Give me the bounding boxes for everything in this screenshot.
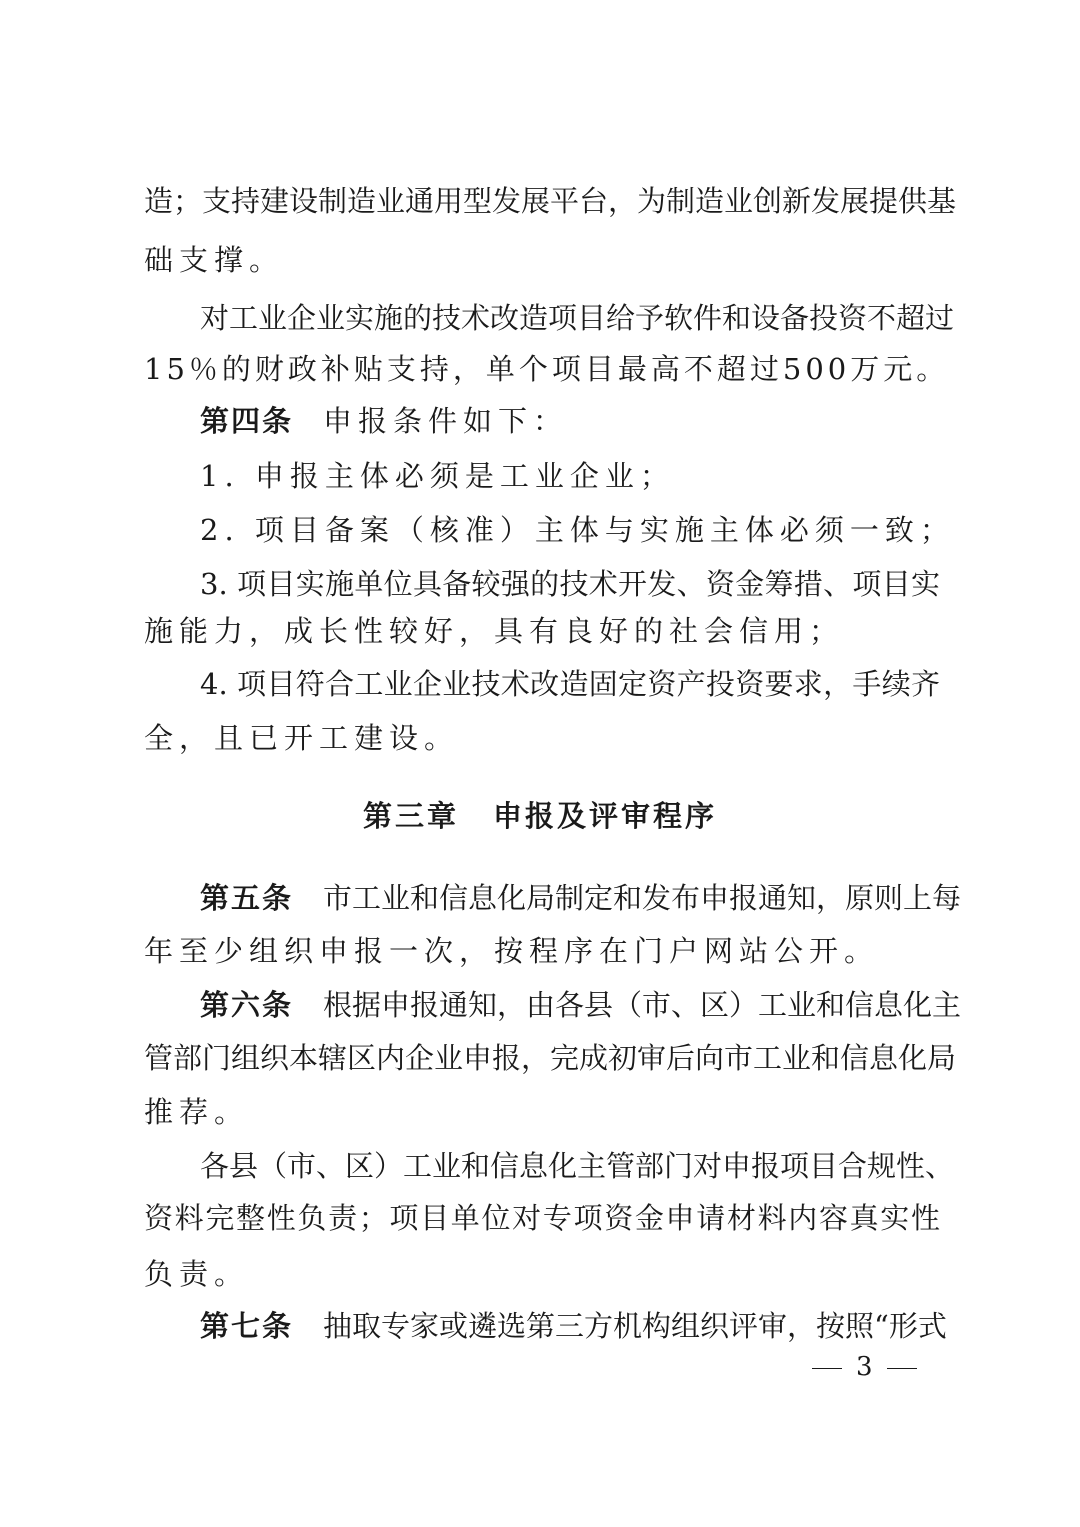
- chapter-heading: [0, 796, 1080, 836]
- article-text: 申报条件如下：: [323, 404, 569, 438]
- condition-item: 1. 申报主体必须是工业企业；: [200, 459, 675, 493]
- dash-left: [812, 1368, 842, 1369]
- condition-item-continued: 施能力，成长性较好，具有良好的社会信用；: [144, 614, 845, 648]
- paragraph-line: 础支撑。: [144, 243, 285, 277]
- paragraph-line: 管部门组织本辖区内企业申报，完成初审后向市工业和信息化局: [144, 1041, 957, 1075]
- article-4: [200, 401, 568, 441]
- article-text: 根据申报通知，由各县（市、区）工业和信息化主: [323, 988, 962, 1022]
- paragraph-line: 负责。: [144, 1257, 250, 1291]
- paragraph-line: 资料完整性负责；项目单位对专项资金申请材料内容真实性: [144, 1201, 940, 1235]
- article-5: [200, 878, 962, 918]
- page-number-value: 3: [856, 1352, 873, 1382]
- article-6: [200, 985, 962, 1025]
- paragraph-line: 造；支持建设制造业通用型发展平台，为制造业创新发展提供基: [144, 184, 957, 218]
- article-label: 第六条: [200, 988, 294, 1022]
- condition-item: 3. 项目实施单位具备较强的技术开发、资金筹措、项目实: [200, 567, 940, 601]
- article-text: 抽取专家或遴选第三方机构组织评审，按照“形式: [323, 1309, 947, 1343]
- condition-item: 4. 项目符合工业企业技术改造固定资产投资要求，手续齐: [200, 667, 940, 701]
- article-label: 第七条: [200, 1309, 294, 1343]
- article-label: 第四条: [200, 404, 294, 438]
- paragraph-line: 15％的财政补贴支持，单个项目最高不超过500万元。: [144, 352, 950, 386]
- condition-item: 2. 项目备案（核准）主体与实施主体必须一致；: [200, 513, 955, 547]
- condition-item-continued: 全，且已开工建设。: [144, 721, 460, 755]
- paragraph-line: 对工业企业实施的技术改造项目给予软件和设备投资不超过: [200, 301, 955, 335]
- article-label: 第五条: [200, 881, 294, 915]
- page-number: [812, 1350, 917, 1384]
- paragraph-line: 推荐。: [144, 1095, 250, 1129]
- chapter-title: 申报及评审程序: [493, 799, 718, 833]
- article-text: 市工业和信息化局制定和发布申报通知，原则上每: [323, 881, 962, 915]
- paragraph-line: 年至少组织申报一次，按程序在门户网站公开。: [144, 934, 880, 968]
- chapter-number: 第三章: [362, 799, 459, 833]
- paragraph-line: 各县（市、区）工业和信息化主管部门对申报项目合规性、: [200, 1149, 955, 1183]
- article-7: [200, 1306, 947, 1346]
- dash-right: [887, 1368, 917, 1369]
